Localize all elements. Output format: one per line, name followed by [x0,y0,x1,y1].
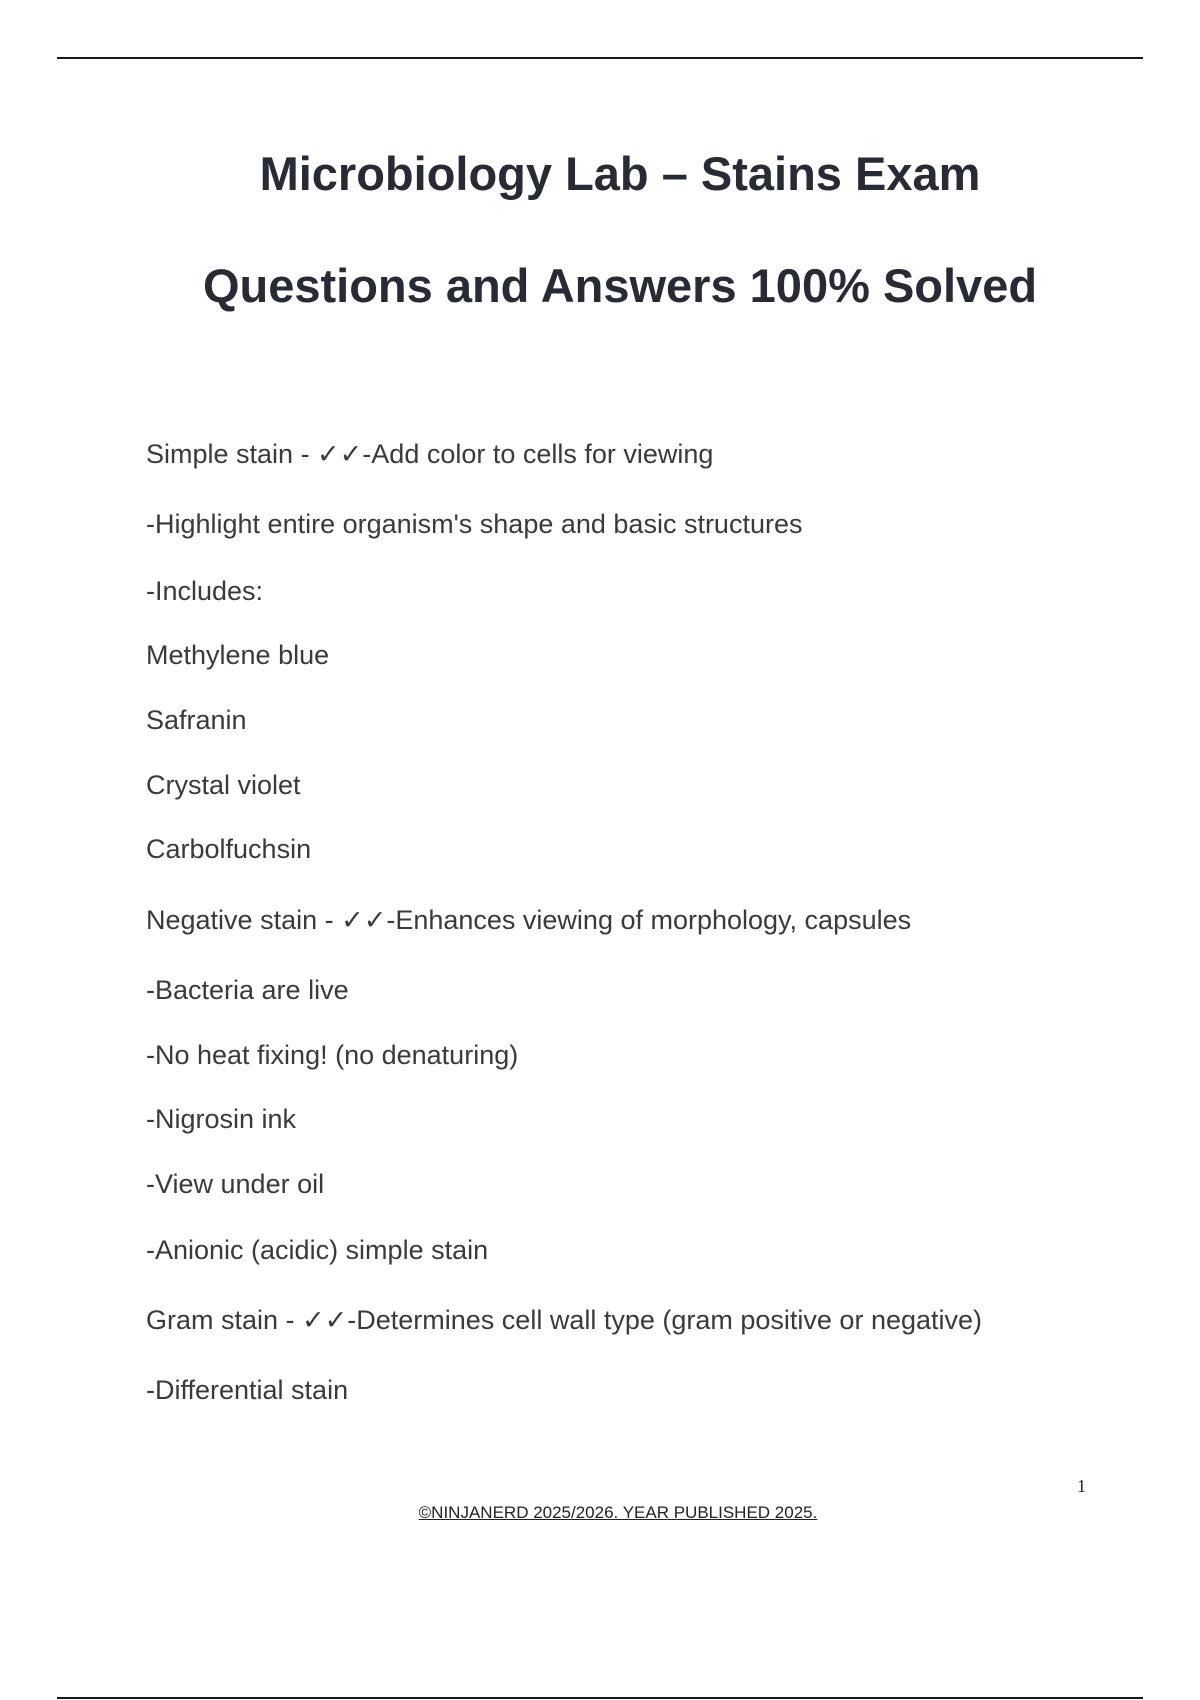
document-title-line-1: Microbiology Lab – Stains Exam [259,147,981,200]
text-line: -View under oil [146,1169,325,1199]
text-line: -Highlight entire organism's shape and basic structures [146,509,803,539]
copyright-footer: ©NINJANERD 2025/2026. YEAR PUBLISHED 2025. [418,1503,818,1522]
text-line: Methylene blue [146,640,330,670]
text-line: Safranin [146,705,247,735]
text-line: -Differential stain [146,1375,349,1405]
text-line: -No heat fixing! (no denaturing) [146,1040,519,1070]
text-line: -Nigrosin ink [146,1104,297,1134]
text-line: -Bacteria are live [146,975,349,1005]
text-line: Carbolfuchsin [146,834,312,864]
top-rule [57,57,1143,59]
text-line: -Anionic (acidic) simple stain [146,1235,489,1265]
document-title-line-2: Questions and Answers 100% Solved [202,259,1038,312]
text-line: Negative stain - ✓✓-Enhances viewing of morphology, capsules [146,905,912,935]
bottom-rule [57,1697,1143,1699]
text-line: -Includes: [146,576,264,606]
text-line: Gram stain - ✓✓-Determines cell wall type (gram positive or negative) [146,1305,983,1335]
text-line: Simple stain - ✓✓-Add color to cells for viewing [146,439,714,469]
text-line: Crystal violet [146,770,301,800]
page-number: 1 [1077,1476,1086,1496]
